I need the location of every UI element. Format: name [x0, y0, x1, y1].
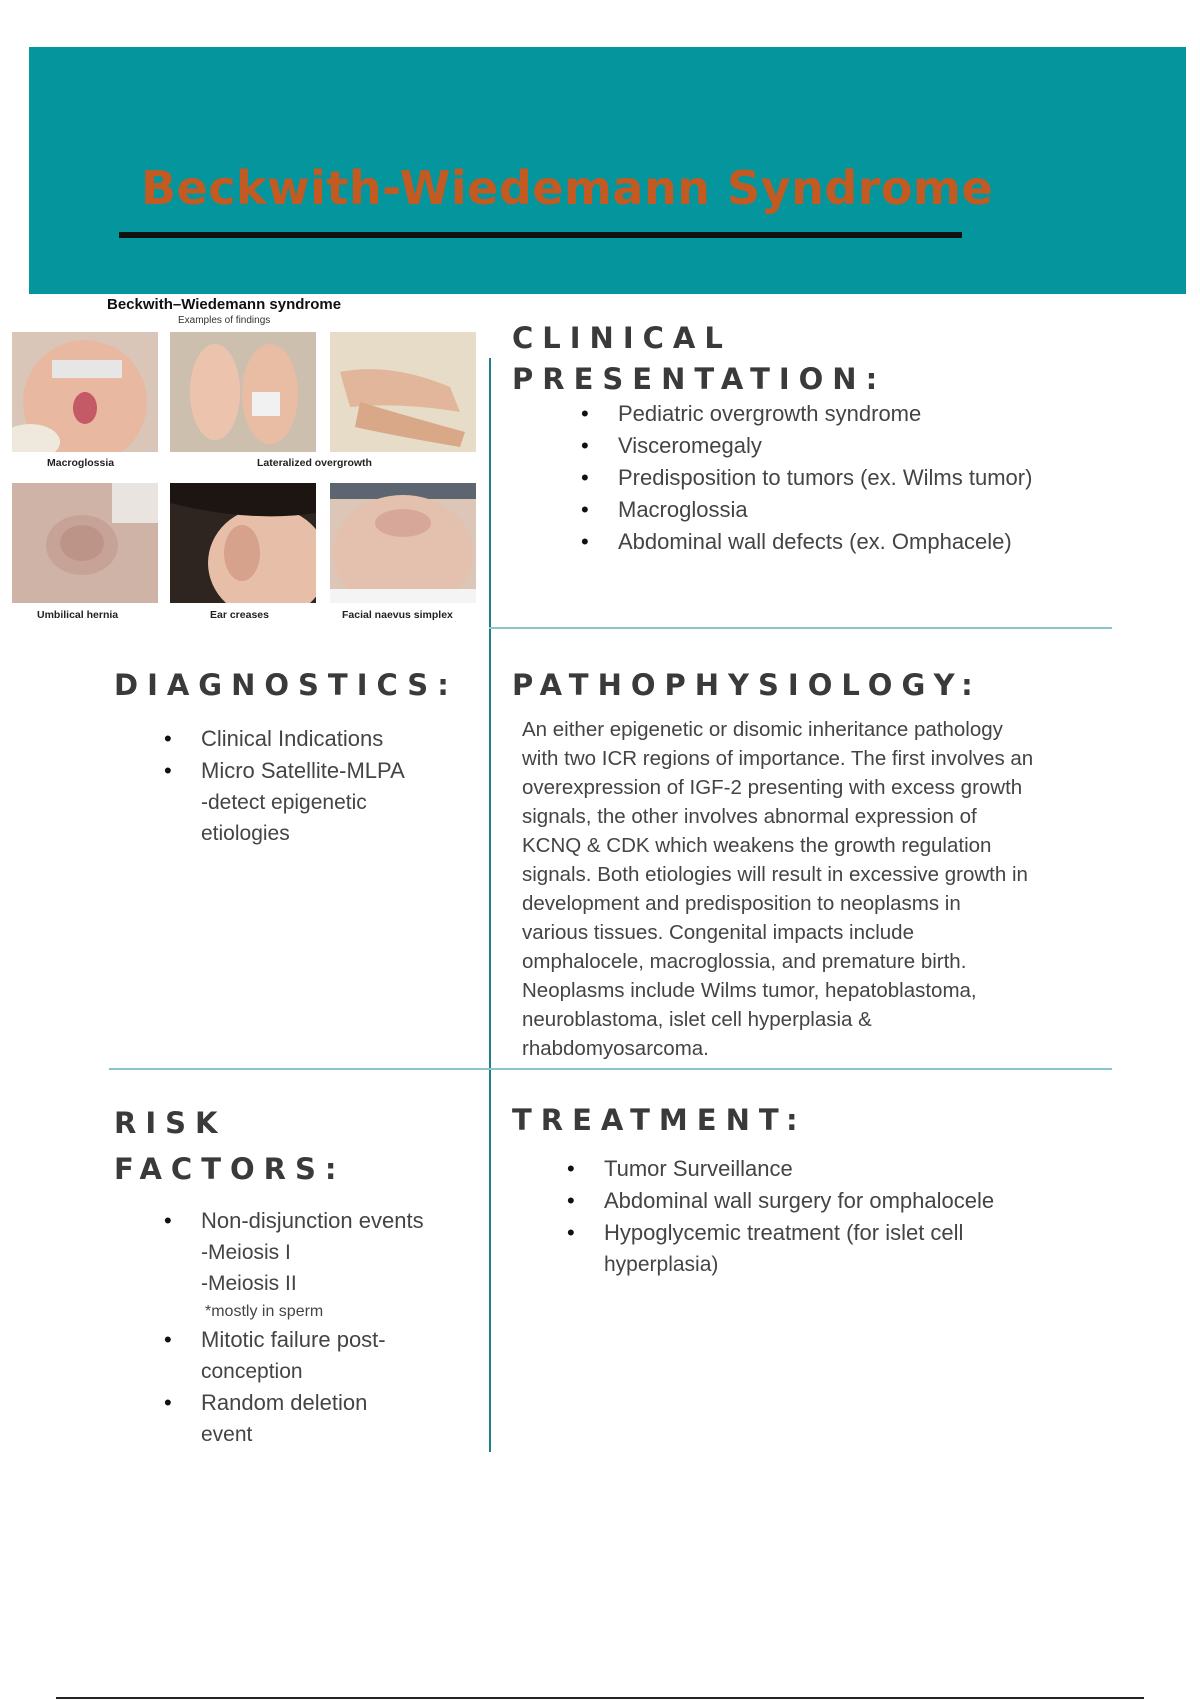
caption-facial: Facial naevus simplex — [342, 609, 453, 621]
diagnostics-list — [164, 723, 405, 849]
list-item: • Tumor Surveillance — [567, 1153, 994, 1185]
list-item: • Abdominal wall defects (ex. Omphacele) — [581, 526, 1032, 558]
paragraph-line: signals, the other involves abnormal expression of — [522, 805, 977, 828]
umbilical-hernia-photo — [12, 483, 158, 603]
divider-middle — [109, 1068, 1112, 1070]
risk-item-sub: conception — [201, 1360, 303, 1383]
facial-naevus-photo — [330, 483, 476, 603]
diagnostics-item-text: Clinical Indications — [201, 726, 384, 751]
figure-title: Beckwith–Wiedemann syndrome — [107, 296, 342, 313]
caption-macroglossia: Macroglossia — [47, 457, 115, 469]
lateralized-feet-photo — [170, 332, 316, 452]
treatment-item-text: Hypoglycemic treatment (for islet cell — [604, 1220, 964, 1245]
macroglossia-photo — [12, 332, 158, 452]
title-underline — [119, 232, 962, 238]
list-item — [164, 1205, 424, 1324]
vertical-divider — [489, 358, 491, 1452]
diagnostics-item-sub: -detect epigenetic — [201, 791, 367, 814]
risk-heading — [114, 1100, 345, 1192]
risk-item-sub: -Meiosis I — [201, 1241, 291, 1264]
header-banner — [29, 47, 1186, 294]
paragraph-line: Neoplasms include Wilms tumor, hepatoblastoma, — [522, 979, 977, 1002]
lateralized-legs-photo — [330, 332, 476, 452]
treatment-item-sub: hyperplasia) — [604, 1253, 719, 1276]
clinical-heading-line2: PRESENTATION: — [512, 362, 887, 396]
risk-item-text: Mitotic failure post- — [201, 1327, 386, 1352]
paragraph-line: rhabdomyosarcoma. — [522, 1037, 709, 1060]
diagnostics-item-sub: etiologies — [201, 822, 290, 845]
pathophysiology-heading: PATHOPHYSIOLOGY: — [512, 668, 982, 702]
footer-rule — [56, 1697, 1144, 1699]
paragraph-line: neuroblastoma, islet cell hyperplasia & — [522, 1008, 872, 1031]
list-item — [164, 723, 405, 755]
caption-umbilical: Umbilical hernia — [37, 609, 119, 621]
risk-item-sub: -Meiosis II — [201, 1272, 297, 1295]
list-item: • Visceromegaly — [581, 430, 1032, 462]
paragraph-line: various tissues. Congenital impacts include — [522, 921, 914, 944]
risk-item-sub: event — [201, 1423, 253, 1446]
paragraph-line: An either epigenetic or disomic inheritance pathology — [522, 718, 1003, 741]
page-title: Beckwith-Wiedemann Syndrome — [141, 161, 994, 215]
risk-item-text: Random deletion — [201, 1390, 368, 1415]
paragraph-line: with two ICR regions of importance. The first involves an — [522, 747, 1034, 770]
ear-creases-photo — [170, 483, 316, 603]
risk-heading-line1: RISK — [114, 1106, 227, 1140]
risk-heading-line2: FACTORS: — [114, 1152, 346, 1186]
list-item — [567, 1217, 994, 1280]
caption-lateralized: Lateralized overgrowth — [257, 457, 372, 469]
clinical-heading — [512, 318, 886, 400]
paragraph-line: KCNQ & CDK which weakens the growth regulation — [522, 834, 992, 857]
pathophysiology-text — [522, 715, 1097, 1063]
figure-subtitle: Examples of findings — [178, 315, 271, 326]
list-item — [164, 1387, 424, 1450]
treatment-list — [567, 1153, 994, 1280]
paragraph-line: overexpression of IGF-2 presenting with excess growth — [522, 776, 1023, 799]
treatment-heading: TREATMENT: — [512, 1103, 807, 1137]
risk-list — [164, 1205, 424, 1450]
list-item: • Predisposition to tumors (ex. Wilms tumor) — [581, 462, 1032, 494]
list-item — [164, 755, 405, 849]
list-item: • Abdominal wall surgery for omphalocele — [567, 1185, 994, 1217]
risk-item-note: *mostly in sperm — [205, 1303, 324, 1320]
clinical-list — [581, 398, 1032, 558]
paragraph-line: development and predisposition to neoplasms in — [522, 892, 961, 915]
findings-figure — [12, 296, 478, 626]
list-item: • Macroglossia — [581, 494, 1032, 526]
risk-item-text: Non-disjunction events — [201, 1208, 424, 1233]
list-item — [164, 1324, 424, 1387]
paragraph-line: omphalocele, macroglossia, and premature birth. — [522, 950, 967, 973]
clinical-heading-line1: CLINICAL — [512, 321, 732, 355]
caption-ear: Ear creases — [210, 609, 269, 621]
diagnostics-item-text: Micro Satellite-MLPA — [201, 758, 405, 783]
diagnostics-heading: DIAGNOSTICS: — [114, 668, 458, 702]
divider-clinical — [489, 627, 1112, 629]
list-item: • Pediatric overgrowth syndrome — [581, 398, 1032, 430]
paragraph-line: signals. Both etiologies will result in excessive growth in — [522, 863, 1028, 886]
